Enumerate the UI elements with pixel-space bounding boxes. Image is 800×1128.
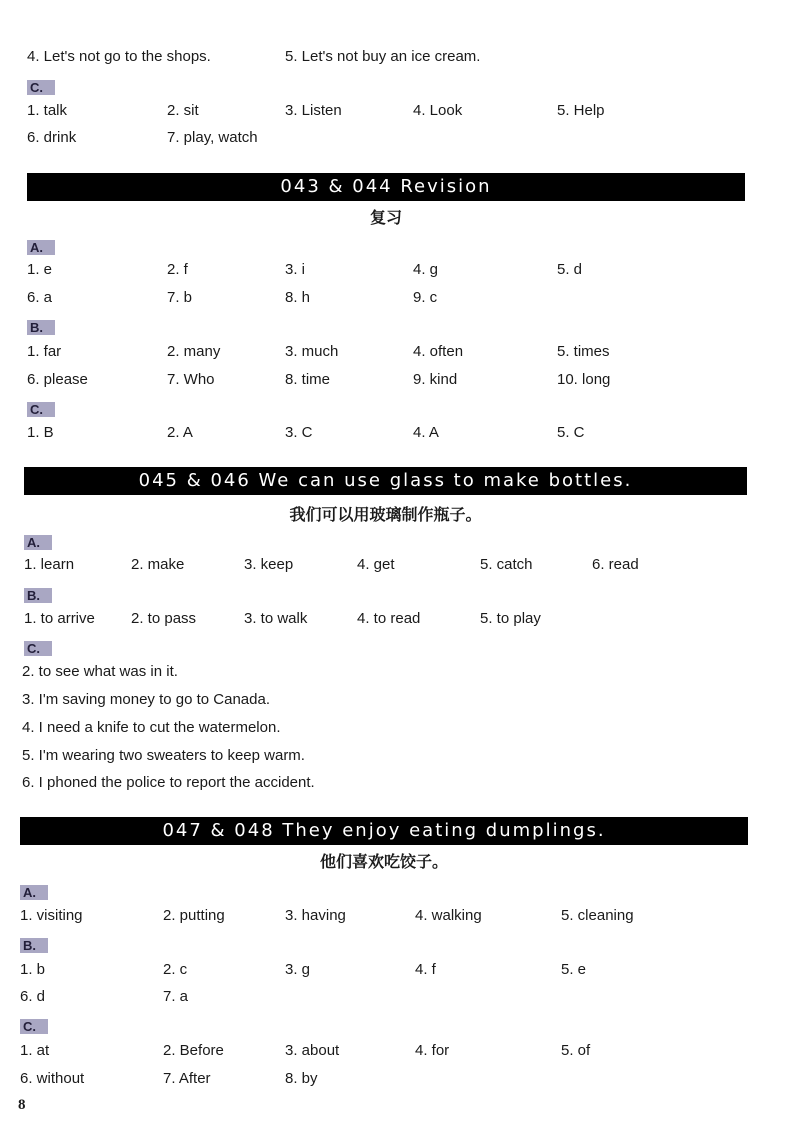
answer-line: 2. to see what was in it. bbox=[22, 663, 178, 680]
answer-item: 10. long bbox=[557, 371, 611, 388]
part-label: B. bbox=[20, 938, 48, 953]
answer-item: 8. time bbox=[285, 371, 331, 388]
answer-line: 6. I phoned the police to report the accident. bbox=[22, 774, 315, 791]
page-number: 8 bbox=[18, 1097, 26, 1113]
answer-item: 4. get bbox=[357, 556, 395, 573]
answer-item: 7. b bbox=[167, 289, 193, 306]
answer-item: 4. often bbox=[413, 343, 464, 360]
answer-item: 2. to pass bbox=[131, 610, 197, 627]
section-title: 043 & 044 Revision bbox=[280, 176, 492, 197]
answer-line: 4. I need a knife to cut the watermelon. bbox=[22, 719, 281, 736]
answer-item: 3. Listen bbox=[285, 102, 342, 119]
answer-item: 4. A bbox=[413, 424, 439, 441]
section-title: 045 & 046 We can use glass to make bottles. bbox=[138, 470, 633, 491]
answer-item: 1. b bbox=[20, 961, 46, 978]
answer-item: 3. about bbox=[285, 1042, 340, 1059]
part-label: C. bbox=[27, 80, 55, 95]
answer-item: 6. without bbox=[20, 1070, 85, 1087]
section-subtitle: 复习 bbox=[369, 208, 402, 227]
answer-item: 2. A bbox=[167, 424, 193, 441]
part-label: B. bbox=[27, 320, 55, 335]
answer-item: 3. having bbox=[285, 907, 346, 924]
answer-item: 3. i bbox=[285, 261, 306, 278]
part-label: C. bbox=[27, 402, 55, 417]
part-label: A. bbox=[27, 240, 55, 255]
answer-item: 7. play, watch bbox=[167, 129, 258, 146]
answer-item: 7. After bbox=[163, 1070, 211, 1087]
answer-item: 5. of bbox=[561, 1042, 591, 1059]
answer-line: 3. I'm saving money to go to Canada. bbox=[22, 691, 271, 708]
answer-item: 6. a bbox=[27, 289, 53, 306]
answer-item: 7. Who bbox=[167, 371, 215, 388]
section-title-bar bbox=[20, 817, 748, 845]
part-label: A. bbox=[20, 885, 48, 900]
answer-item: 4. Look bbox=[413, 102, 463, 119]
answer-item: 3. much bbox=[285, 343, 339, 360]
answer-item: 4. g bbox=[413, 261, 439, 278]
part-label: B. bbox=[24, 588, 52, 603]
answer-item: 5. catch bbox=[480, 556, 533, 573]
answer-item: 7. a bbox=[163, 988, 189, 1005]
answer-item: 6. drink bbox=[27, 129, 77, 146]
answer-item: 8. h bbox=[285, 289, 311, 306]
answer-item: 2. many bbox=[167, 343, 221, 360]
answer-item: 1. to arrive bbox=[24, 610, 95, 627]
answer-item: 4. walking bbox=[415, 907, 482, 924]
answer-line: 5. I'm wearing two sweaters to keep warm. bbox=[22, 747, 305, 764]
section-title: 047 & 048 They enjoy eating dumplings. bbox=[162, 820, 606, 841]
answer-item: 1. far bbox=[27, 343, 62, 360]
section-subtitle: 他们喜欢吃饺子。 bbox=[319, 852, 448, 871]
answer-item: 6. d bbox=[20, 988, 46, 1005]
answer-item: 9. c bbox=[413, 289, 438, 306]
answer-item: 8. by bbox=[285, 1070, 318, 1087]
answer-item: 3. g bbox=[285, 961, 311, 978]
section-title-bar bbox=[24, 467, 747, 495]
answer-item: 4. for bbox=[415, 1042, 450, 1059]
answer-item: 2. putting bbox=[163, 907, 225, 924]
answer-item: 2. make bbox=[131, 556, 185, 573]
answer-item: 1. talk bbox=[27, 102, 68, 119]
answer-item: 2. Before bbox=[163, 1042, 224, 1059]
answer-item: 1. at bbox=[20, 1042, 50, 1059]
part-label: A. bbox=[24, 535, 52, 550]
answer-item: 5. times bbox=[557, 343, 610, 360]
answer-item: 2. sit bbox=[167, 102, 199, 119]
answer-item: 2. c bbox=[163, 961, 188, 978]
answer-item: 3. keep bbox=[244, 556, 294, 573]
answer-item: 5. d bbox=[557, 261, 583, 278]
answer-item: 5. cleaning bbox=[561, 907, 634, 924]
section-title-bar bbox=[27, 173, 745, 201]
answer-item: 3. C bbox=[285, 424, 313, 441]
answer-item: 1. learn bbox=[24, 556, 75, 573]
answer-item: 6. read bbox=[592, 556, 639, 573]
answer-item: 1. visiting bbox=[20, 907, 83, 924]
answer-line: 5. Let's not buy an ice cream. bbox=[285, 48, 481, 65]
answer-item: 4. f bbox=[415, 961, 436, 978]
answer-item: 9. kind bbox=[413, 371, 458, 388]
answer-item: 3. to walk bbox=[244, 610, 308, 627]
answer-item: 5. C bbox=[557, 424, 585, 441]
part-label: C. bbox=[24, 641, 52, 656]
part-label: C. bbox=[20, 1019, 48, 1034]
answer-item: 6. please bbox=[27, 371, 88, 388]
answer-item: 5. to play bbox=[480, 610, 541, 627]
section-subtitle: 我们可以用玻璃制作瓶子。 bbox=[289, 505, 482, 524]
answer-item: 4. to read bbox=[357, 610, 421, 627]
answer-item: 5. Help bbox=[557, 102, 605, 119]
answer-item: 5. e bbox=[561, 961, 587, 978]
answer-item: 1. e bbox=[27, 261, 53, 278]
answer-item: 2. f bbox=[167, 261, 188, 278]
answer-line: 4. Let's not go to the shops. bbox=[27, 48, 211, 65]
answer-item: 1. B bbox=[27, 424, 54, 441]
